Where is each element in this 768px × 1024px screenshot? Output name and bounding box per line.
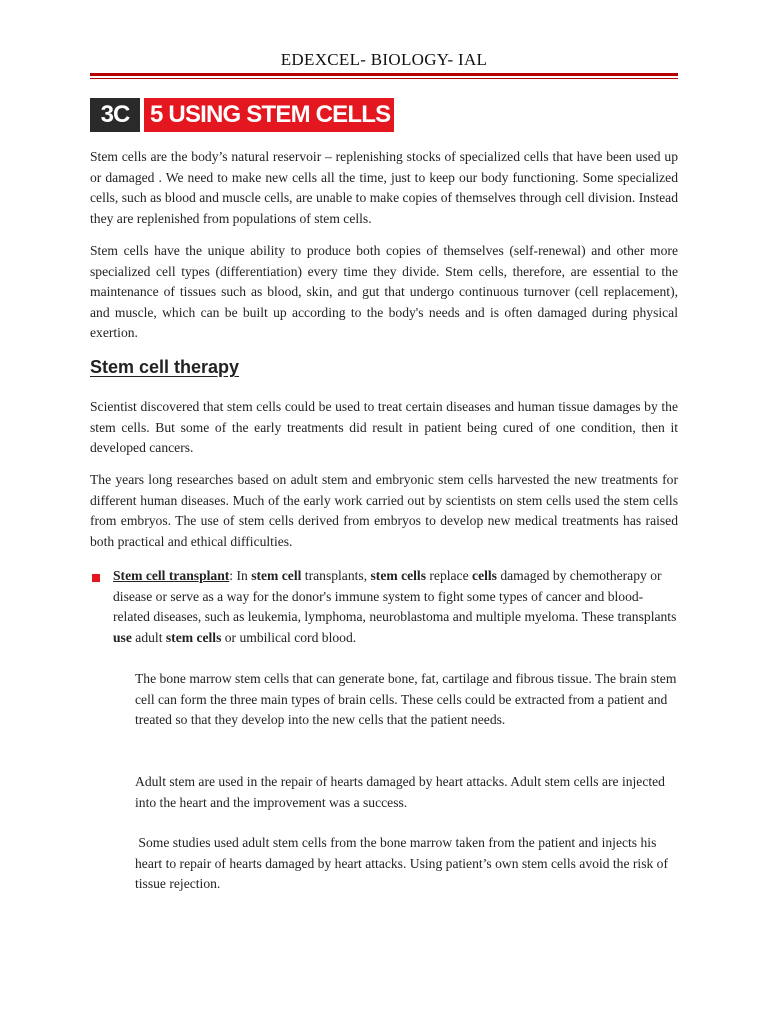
bullet-lead: Stem cell transplant [113,568,230,583]
indented-paragraph-3: Some studies used adult stem cells from the bone marrow taken from the patient and injects his heart to repair of hearts damaged by heart attacks. Using patient’s own stem cells avoid the risk of tissue rejection. [135,835,672,892]
bullet-bold-segment: stem cells [165,629,222,645]
bullet-bold-segment: cells [472,568,497,583]
bullet-text-segment: : In [229,568,252,583]
bullet-text-segment: transplants, [301,568,371,583]
bullet-square-icon [92,574,100,582]
chapter-title: 5 USING STEM CELLS [144,98,394,132]
chapter-banner [90,98,394,132]
bullet-bold-segment: use [113,629,132,645]
indented-paragraph-1: The bone marrow stem cells that can generate bone, fat, cartilage and fibrous tissue. The brain stem cell can form the three main types of brain cells. These cells could be extracted from a patient and treated so that they develop into the new cells that the patient needs. [135,671,677,728]
intro-paragraph-1: Stem cells are the body’s natural reservoir – replenishing stocks of specialized cells that have been used up or damaged . We need to make new cells all the time, just to keep our body functioning. Some specialized cells, such as blood and muscle cells, are unable to make copies of themselves through cell division. Instead they are replenished from populations of stem cells. [90,149,678,226]
bullet-item [113,566,678,648]
therapy-paragraph-2: The years long researches based on adult stem and embryonic stem cells harvested the new treatments for different human diseases. Much of the early work carried out by scientists on stem cells used the stem cells from embryos. The use of stem cells derived from embryos to develop new medical treatments has raised both practical and ethical difficulties. [90,472,678,549]
section-heading: Stem cell therapy [90,357,240,377]
indented-paragraph-2: Adult stem are used in the repair of hearts damaged by heart attacks. Adult stem cells are injected into the heart and the improvement was a success. [135,774,665,810]
header-rule-thin [90,78,678,79]
chapter-code: 3C [90,98,140,132]
therapy-paragraph-1: Scientist discovered that stem cells could be used to treat certain diseases and human tissue damages by the stem cells. But some of the early treatments did result in patient being cured of one condition, then it developed cancers. [90,399,678,456]
bullet-text-segment: or umbilical cord blood. [221,629,357,645]
header-rule-thick [90,73,678,76]
bullet-text-segment: damaged by chemotherapy or disease or serve as a way for the donor's immune system to fight some types of cancer and blood-related diseases, such as leukemia, lymphoma, neuroblastoma and multiple myeloma. These transplants [113,568,677,625]
bullet-bold-segment: stem cells [370,568,426,583]
intro-paragraph-2: Stem cells have the unique ability to produce both copies of themselves (self-renewal) and other more specialized cell types (differentiation) every time they divide. Stem cells, therefore, are essential to the maintenance of tissues such as blood, skin, and gut that undergo continuous turnover (cell replacement), and muscle, which can be built up according to the body's needs and is often damaged during physical exertion. [90,243,678,341]
bullet-text-segment: adult [131,629,166,645]
page-header: EDEXCEL- BIOLOGY- IAL [280,50,488,69]
bullet-text-segment: replace [425,568,473,583]
bullet-bold-segment: stem cell [251,568,302,583]
